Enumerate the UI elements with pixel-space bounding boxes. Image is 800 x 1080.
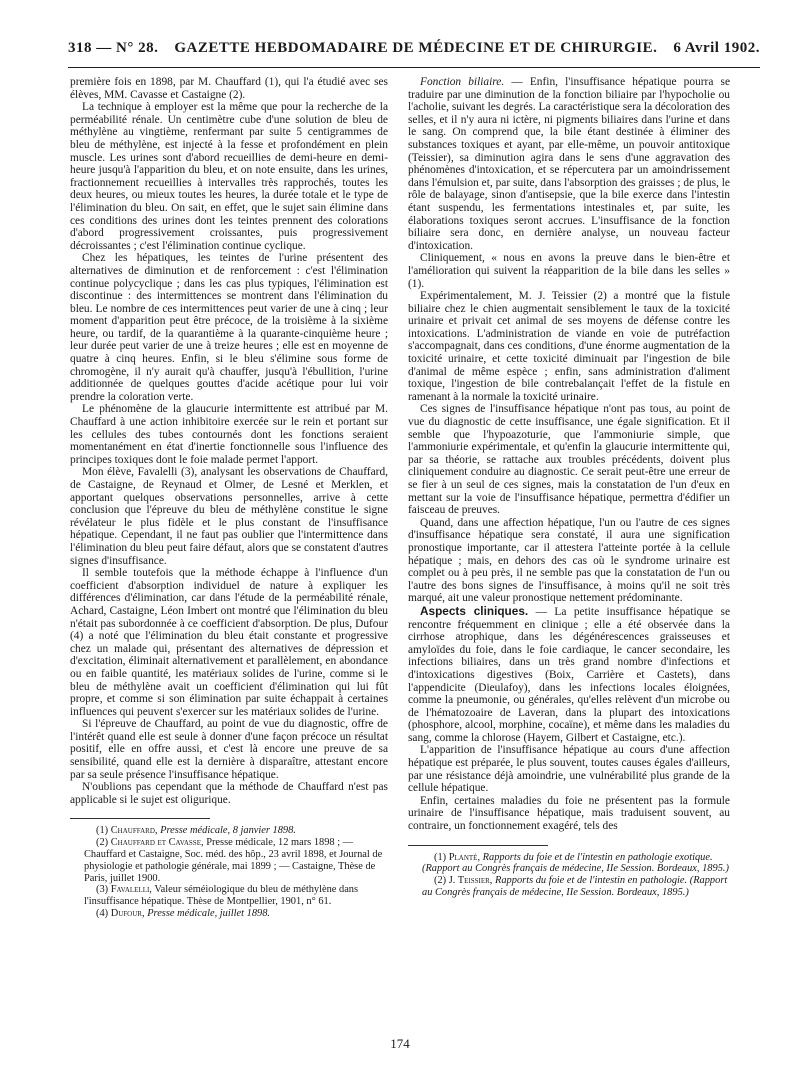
footnote-text: Presse médicale, juillet 1898. (147, 908, 271, 920)
header-rule (68, 67, 760, 68)
issue-date: 6 Avril 1902. (673, 40, 760, 56)
section-title: Aspects cliniques. (420, 603, 529, 618)
footnote-separator (408, 845, 548, 846)
footnote-author: J. Teissier, (448, 875, 493, 887)
journal-title: GAZETTE HEBDOMADAIRE DE MÉDECINE ET DE CHIRURGIE. (174, 40, 658, 56)
paragraph: Aspects cliniques. — La petite insuffisance hépatique se rencontre fréquemment en clinique ; elle a été observée dans la cirrhose atrophique, dans les dégénérescences graisseuses et amyloïdes du foie, dans le foie cardiaque, le cancer secondaire, les infections biliaires, dans un très grand nombre d'infections et d'intoxications digestives (Boix, Carrière et Castets), dans l'appendicite (Dieulafoy), dans les infections locales éloignées, comme la pneumonie, ou générales, qu'elles relèvent d'un microbe ou de l'hématozoaire de Laveran, dans la plupart des intoxications (phosphore, alcool, morphine, cocaïne), et même dans les maladies du sang, comme la chlorose (Hayem, Gilbert et Castaigne, etc.). (408, 603, 730, 744)
footnote-separator (70, 818, 210, 819)
footnotes (408, 852, 730, 899)
footnote-number: (1) (96, 825, 109, 837)
paragraph: première fois en 1898, par M. Chauffard (1), qui l'a étudié avec ses élèves, MM. Cavasse et Castaigne (2). (70, 76, 388, 101)
page-number: 318 — N° 28. (68, 40, 159, 56)
left-column (70, 76, 388, 920)
footnote-number: (3) (96, 884, 109, 896)
footnote (408, 875, 730, 899)
footnote-author: Chauffard, (110, 825, 158, 837)
paragraph: Si l'épreuve de Chauffard, au point de vue du diagnostic, offre de l'intérêt quand elle est seule à donner d'une façon précoce un résultat positif, elle en offre aussi, et c'est là encore une preuve de sa sensibilité, quand elle est la dernière à disparaître, attestant encore par sa seule présence l'insuffisance hépatique. (70, 718, 388, 781)
footnote-text: Valeur séméiologique du bleu de méthylène dans l'insuffisance hépatique. Thèse de Montpellier, 1901, n° 61. (84, 884, 359, 908)
right-column (408, 76, 730, 899)
footnote-number: (1) (434, 851, 447, 863)
footnote-text: Presse médicale, 12 mars 1898 ; — Chauffard et Castaigne, Soc. méd. des hôp., 23 avril 1898, et Journal de physiologie et pathologie générale, mai 1899 ; — Castaigne, Thèse de Paris, juillet 1900. (84, 837, 383, 884)
folio-number: 174 (390, 1036, 410, 1051)
footnote (70, 837, 388, 884)
paragraph-lead: Fonction biliaire. (420, 76, 505, 88)
paragraph: Le phénomène de la glaucurie intermittente est attribué par M. Chauffard à une action inhibitoire exercée sur le rein et portant sur les cellules des tubes contournés dont les fonctions seraient momentanément en état d'inertie fonctionnelle sous l'influence des principes toxiques dont le foie malade permet l'apport. (70, 403, 388, 466)
paragraph: Fonction biliaire. — Enfin, l'insuffisance hépatique pourra se traduire par une diminution de la fonction biliaire par l'hypocholie ou l'acholie, suivant les degrés. La caractéristique sera la décoloration des selles, et il n'y aura ni ictère, ni pigments biliaires dans l'urine et dans le sang. On comprend que, la bile étant destinée à éliminer des substances toxiques et ayant, par elle-même, un pouvoir antitoxique (Teissier), sa diminution agira dans le sens d'une aggravation des phénomènes d'intoxication, et se répercutera par un amoindrissement dans l'émulsion et, par suite, dans l'absorption des graisses ; de plus, le rôle de balayage, sinon d'antisepsie, que la bile exerce dans l'intestin étant suspendu, les fermentations intestinales et, par suite, les élaborations toxiques seront accrues. L'insuffisance de la fonction biliaire sera donc, en dernière analyse, un nouveau facteur d'intoxication. (408, 76, 731, 252)
paragraph: Enfin, certaines maladies du foie ne présentent pas la formule urinaire de l'insuffisance hépatique, mais traduisent souvent, au contraire, un fonctionnement exagéré, tels des (408, 794, 730, 833)
paragraph: Cliniquement, « nous en avons la preuve dans le bien-être et l'amélioration qui suivent la réapparition de la bile dans les selles » (1). (408, 252, 730, 290)
footnote-number: (2) (434, 875, 447, 887)
footnote-author: Dufour, (110, 908, 145, 920)
paragraph: La technique à employer est la même que pour la recherche de la perméabilité rénale. Un centimètre cube d'une solution de bleu de méthylène au vingtième, renfermant par suite 5 centigrammes de bleu de méthylène, est injecté à la fesse et profondément en plein muscle. Les urines sont d'abord recueillies de demi-heure en demi-heure jusqu'à l'apparition du bleu, et on note ensuite, dans les urines, fractionnement recueillies à intervalles très rapprochés, toutes les deux heures, ou mieux toutes les heures, la durée totale et le type de l'élimination du bleu. On sait, en effet, que le sujet sain élimine dans ces conditions des urines dont les teintes prennent des colorations d'abord progressivement croissantes, puis progressivement décroissantes ; c'est l'élimination continue cyclique. (70, 101, 388, 252)
footnote-author: Favalelli, (110, 884, 152, 896)
paragraph: N'oublions pas cependant que la méthode de Chauffard n'est pas applicable si le sujet est oligurique. (70, 781, 388, 806)
footnote-number: (2) (96, 837, 109, 849)
footnote-author: Planté, (448, 851, 481, 863)
paragraph: Expérimentalement, M. J. Teissier (2) a montré que la fistule biliaire chez le chien augmentait sensiblement le taux de la toxicité urinaire et privait cet animal de ses moyens de défense contre les intoxications. L'administration de viande en voie de putréfaction s'accompagnait, dans ces conditions, d'une énorme augmentation de la toxicité urinaire, et cette toxicité diminuait par l'ingestion de bile d'animal de même espèce ; enfin, sans administration d'aliment toxique, l'ingestion de bile contrebalançait l'effet de la fistule en ramenant à la normale la toxicité urinaire. (408, 290, 730, 403)
paragraph: Ces signes de l'insuffisance hépatique n'ont pas tous, au point de vue du diagnostic de cette insuffisance, une égale signification. Et il semble que l'hypoazoturie, que l'ammoniurie simple, que l'ammoniurie expérimentale, et qu'enfin la glaucurie intermittente qui, par sa théorie, se rattache aux troubles précédents, doivent plus cliniquement conduire au diagnostic. Ce serait peut-être une erreur de se fier à un seul de ces signes, mais la constatation de l'un d'eux en mettant sur la voie de l'insuffisance hépatique, permettra d'édifier un faisceau de preuves. (408, 403, 730, 517)
paragraph: Mon élève, Favalelli (3), analysant les observations de Chauffard, de Castaigne, de Reynaud et Olmer, de Lesné et Merklen, et apportant quelques observations personnelles, arrive à cette conclusion que l'épreuve du bleu de méthylène constitue le signe révélateur le plus fidèle et le plus constant de l'insuffisance hépatique. Cependant, il ne faut pas oublier que l'intermittence dans l'élimination du bleu peut faire défaut, alors que se constatent d'autres signes d'insuffisance. (70, 466, 388, 567)
footnote-number: (4) (96, 908, 109, 920)
page-header (68, 40, 760, 64)
footnote (408, 852, 730, 876)
paragraph: Il semble toutefois que la méthode échappe à l'influence d'un coefficient d'absorption individuel de nature à expliquer les différences d'élimination, car dans l'étude de la perméabilité rénale, Achard, Castaigne, Léon Imbert ont montré que l'élimination du bleu n'était pas subordonnée à ce coefficient d'absorption. De plus, Dufour (4) a noté que l'élimination du bleu était constante et progressive chez un malade qui, présentant des alternatives de dépression et d'excitation, éliminait alternativement et parallèlement, en abondance ou en faible quantité, les matériaux solides de l'urine, comme si le bleu de méthylène avait un coefficient d'élimination qui lui fût propre, et comme si son élimination par suite échappait à certaines influences qui peuvent s'exercer sur les matériaux solides de l'urine. (70, 567, 388, 718)
footnote-text: Presse médicale, 8 janvier 1898. (160, 825, 296, 837)
footnote-text: Rapports du foie et de l'intestin en pathologie exotique. (Rapport au Congrès français de médecine, IIe Session. Bordeaux, 1895.) (422, 851, 729, 875)
paragraph: L'apparition de l'insuffisance hépatique au cours d'une affection hépatique est préparée, le plus souvent, toutes causes égales d'ailleurs, par une résistance déjà amoindrie, une vulnérabilité plus grande de la cellule hépatique. (408, 744, 730, 795)
footnote (70, 825, 388, 837)
paragraph: Quand, dans une affection hépatique, l'un ou l'autre de ces signes d'insuffisance hépatique sera constaté, il aura une signification pronostique importante, car il attestera l'atteinte portée à la cellule hépatique ; mais, en dehors des cas où le syndrome urinaire est complet ou à peu près, il ne semble pas que la constatation de l'un ou l'autre des bons signes de l'insuffisance, à moins qu'il ne soit très marqué, ait une valeur pronostique nettement prédominante. (408, 516, 730, 605)
footnote-text: Rapports du foie et de l'intestin en pathologie. (Rapport au Congrès français de médecine, IIe Session. Bordeaux, 1895.) (422, 875, 728, 899)
footnote-author: Chauffard et Cavasse, (110, 837, 204, 849)
footnote (70, 908, 388, 920)
paragraph: Chez les hépatiques, les teintes de l'urine présentent des alternatives de diminution et de renforcement : c'est l'élimination continue polycyclique ; dans les cas plus typiques, l'élimination est discontinue : des intermittences se montrent dans l'élimination du bleu. Le nombre de ces intermittences peut varier de une à cinq ; leur moment d'apparition peut être précoce, de la troisième à la sixième heure, ou tardif, de la quarantième à la quarante-cinquième heure ; leur durée peut varier de une à treize heures ; elle est en moyenne de quatre à cinq heures. Enfin, si le bleu s'élimine sous forme de chromogène, il n'y aurait qu'à chauffer, jusqu'à l'ébullition, l'urine additionnée de quelques gouttes d'acide acétique pour lui voir prendre la coloration verte. (70, 252, 388, 403)
footnotes (70, 825, 388, 919)
footnote (70, 884, 388, 908)
